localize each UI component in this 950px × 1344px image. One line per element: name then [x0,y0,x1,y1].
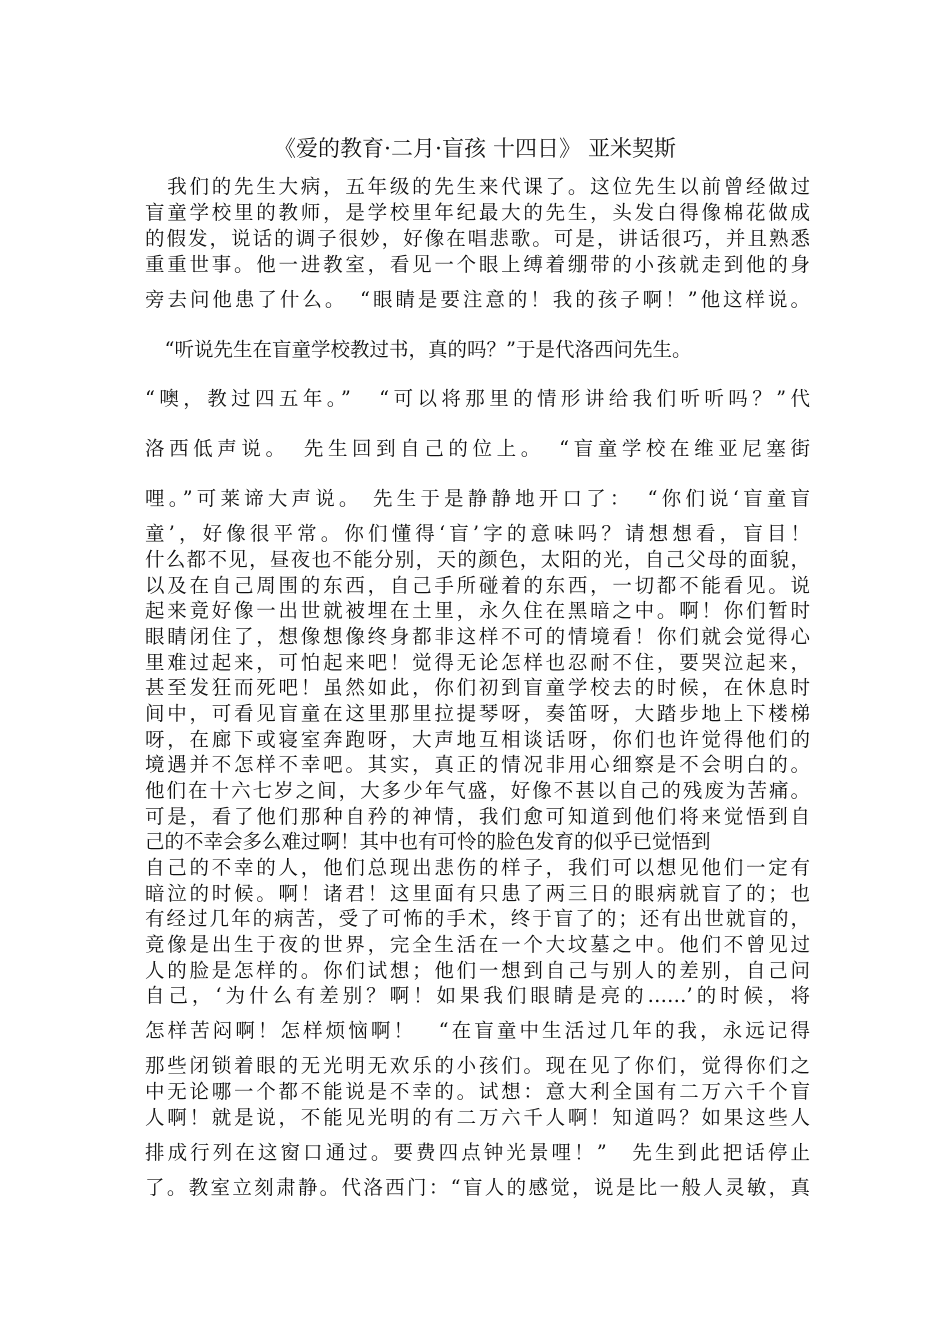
text-line: 有经过几年的病苦，受了可怖的手术，终于盲了的；还有出世就盲的， [145,907,810,930]
text-line: 怎样苦闷啊！怎样烦恼啊！ “在盲童中生活过几年的我，永远记得 [145,1019,810,1042]
text-line: 人的脸是怎样的。你们试想；他们一想到自己与别人的差别，自己问 [145,959,810,982]
text-line: 盲童学校里的教师，是学校里年纪最大的先生，头发白得像棉花做成 [145,201,810,224]
text-line: 了。教室立刻肃静。代洛西门：“盲人的感觉，说是比一般人灵敏，真 [145,1176,810,1199]
text-line: 自己，‘为什么有差别？啊！如果我们眼睛是亮的……’的时候，将 [145,984,810,1007]
text-line: 可是，看了他们那种自矜的神情，我们愈可知道到他们将来觉悟到自 [145,805,810,828]
text-line: 童’，好像很平常。你们懂得‘盲’字的意味吗？请想想看，盲目！ [145,522,810,545]
text-line: 他们在十六七岁之间，大多少年气盛，好像不甚以自己的残废为苦痛。 [145,779,810,802]
text-line: 洛西低声说。 先生回到自己的位上。 “盲童学校在维亚尼塞街 [145,437,810,460]
text-line: 己的不幸会多么难过啊！其中也有可怜的脸色发育的似乎已觉悟到 [145,830,711,853]
text-line: 呀，在廊下或寝室奔跑呀，大声地互相谈话呀，你们也许觉得他们的 [145,728,810,751]
text-line: 旁去问他患了什么。 “眼睛是要注意的！我的孩子啊！”他这样说。 [145,288,810,311]
text-line: 里难过起来，可怕起来吧！觉得无论怎样也忍耐不住，要哭泣起来， [145,651,810,674]
text-line: 以及在自己周围的东西，自己手所碰着的东西，一切都不能看见。说 [145,574,810,597]
text-line: 竟像是出生于夜的世界，完全生活在一个大坟墓之中。他们不曾见过 [145,933,810,956]
text-line: 中无论哪一个都不能说是不幸的。试想：意大利全国有二万六千个盲 [145,1080,810,1103]
document-title: 《爱的教育·二月·盲孩 十四日》 亚米契斯 [274,137,676,162]
text-line: “噢，教过四五年。” “可以将那里的情形讲给我们听听吗？”代 [145,387,810,410]
text-line: 什么都不见，昼夜也不能分别，天的颜色，太阳的光，自己父母的面貌， [145,548,810,571]
text-line: “听说先生在盲童学校教过书，真的吗？”于是代洛西问先生。 [145,338,692,361]
text-line: 的假发，说话的调子很妙，好像在唱悲歌。可是，讲话很巧，并且熟悉 [145,227,810,250]
text-line: 起来竟好像一出世就被埋在土里，永久住在黑暗之中。啊！你们暂时 [145,599,810,622]
text-line: 境遇并不怎样不幸吧。其实，真正的情况非用心细察是不会明白的。 [145,753,810,776]
text-line: 重重世事。他一进教室，看见一个眼上缚着绷带的小孩就走到他的身 [145,253,810,276]
text-line: 暗泣的时候。啊！诸君！这里面有只患了两三日的眼病就盲了的；也 [145,882,810,905]
text-line: 甚至发狂而死吧！虽然如此，你们初到盲童学校去的时候，在休息时 [145,676,810,699]
text-line: 排成行列在这窗口通过。要费四点钟光景哩！” 先生到此把话停止 [145,1141,810,1164]
text-line: 人啊！就是说，不能见光明的有二万六千人啊！知道吗？如果这些人 [145,1106,810,1129]
text-line: 那些闭锁着眼的无光明无欢乐的小孩们。现在见了你们，觉得你们之 [145,1054,810,1077]
text-line: 哩。”可莱谛大声说。 先生于是静静地开口了： “你们说‘盲童盲 [145,487,810,510]
text-line: 自己的不幸的人，他们总现出悲伤的样子，我们可以想见他们一定有 [145,856,810,879]
text-line: 间中，可看见盲童在这里那里拉提琴呀，奏笛呀，大踏步地上下楼梯 [145,702,810,725]
text-line: 眼睛闭住了，想像想像终身都非这样不可的情境看！你们就会觉得心 [145,625,810,648]
text-line: 我们的先生大病，五年级的先生来代课了。这位先生以前曾经做过 [145,175,810,198]
